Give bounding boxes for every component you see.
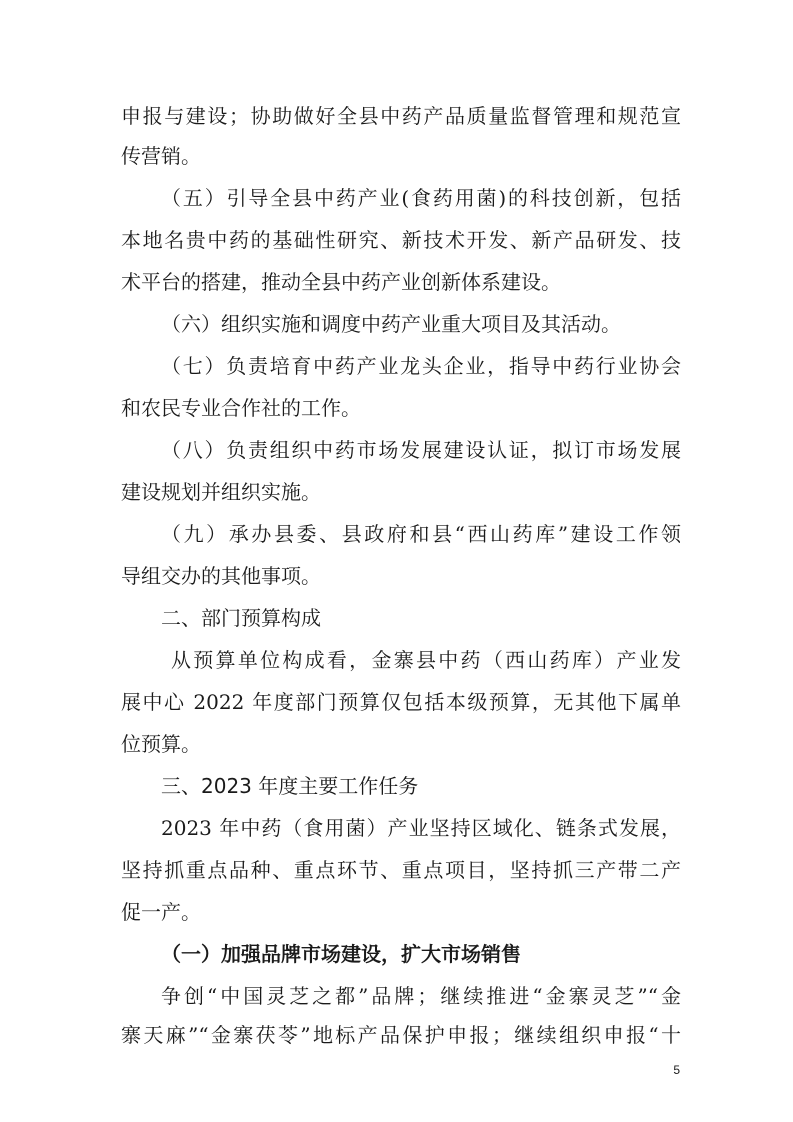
text-line: 争创“中国灵芝之都”品牌；继续推进“金寨灵芝”“金 [161,984,681,1008]
text-line: 和农民专业合作社的工作。 [121,396,361,420]
text-line: 申报与建设；协助做好全县中药产品质量监督管理和规范宣 [121,104,681,128]
subsection-heading: （一）加强品牌市场建设，扩大市场销售 [161,942,521,966]
text-line: 2023 年中药（食用菌）产业坚持区域化、链条式发展， [161,816,681,840]
text-line: 位预算。 [121,732,201,756]
text-line: 坚持抓重点品种、重点环节、重点项目，坚持抓三产带二产 [121,858,681,882]
section-heading: 二、部门预算构成 [161,606,321,630]
text-line: 建设规划并组织实施。 [121,480,321,504]
text-line: （七）负责培育中药产业龙头企业，指导中药行业协会 [161,354,681,378]
text-line: 展中心 2022 年度部门预算仅包括本级预算，无其他下属单 [121,690,681,714]
section-heading: 三、2023 年度主要工作任务 [161,774,419,798]
text-line: （五）引导全县中药产业(食药用菌)的科技创新，包括 [161,186,681,210]
text-line: （六）组织实施和调度中药产业重大项目及其活动。 [161,312,621,336]
text-line: 传营销。 [121,144,201,168]
text-line: 从预算单位构成看，金寨县中药（西山药库）产业发 [171,648,681,672]
text-line: 本地名贵中药的基础性研究、新技术开发、新产品研发、技 [121,228,681,252]
text-line: （八）负责组织中药市场发展建设认证，拟订市场发展 [161,438,681,462]
text-line: 寨天麻”“金寨茯苓”地标产品保护申报；继续组织申报“十 [121,1023,681,1047]
text-line: 促一产。 [121,900,201,924]
text-line: （九）承办县委、县政府和县“西山药库”建设工作领 [161,522,681,546]
page-number: 5 [673,1063,680,1077]
text-line: 导组交办的其他事项。 [121,564,321,588]
text-line: 术平台的搭建，推动全县中药产业创新体系建设。 [121,270,561,294]
